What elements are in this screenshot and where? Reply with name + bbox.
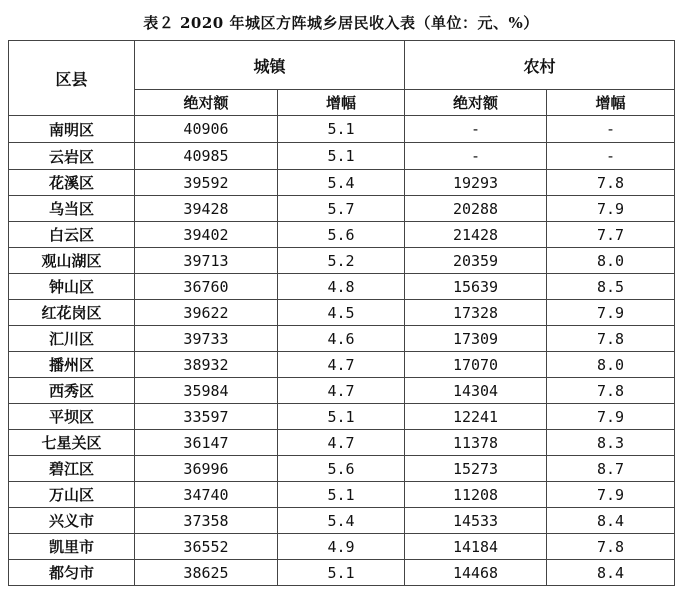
header-rural: 农村 <box>405 41 675 90</box>
urban-growth-cell: 5.7 <box>278 196 405 222</box>
district-cell: 乌当区 <box>9 196 135 222</box>
urban-growth-cell: 5.4 <box>278 170 405 196</box>
header-urban: 城镇 <box>135 41 405 90</box>
district-cell: 平坝区 <box>9 404 135 430</box>
header-row-main <box>9 41 675 90</box>
urban-growth-cell: 5.1 <box>278 404 405 430</box>
rural-absolute-cell: 11208 <box>405 482 547 508</box>
table-row <box>9 534 675 560</box>
header-district: 区县 <box>9 41 135 116</box>
rural-absolute-cell: - <box>405 143 547 170</box>
urban-absolute-cell: 40906 <box>135 116 278 143</box>
table-body <box>9 116 675 586</box>
urban-absolute-cell: 40985 <box>135 143 278 170</box>
urban-absolute-cell: 39402 <box>135 222 278 248</box>
rural-absolute-cell: - <box>405 116 547 143</box>
rural-growth-cell: 8.4 <box>547 560 675 586</box>
rural-absolute-cell: 15639 <box>405 274 547 300</box>
table-row <box>9 326 675 352</box>
table-caption: 表２ 2020 年城区方阵城乡居民收入表（单位：元、%） <box>143 14 539 32</box>
table-row <box>9 560 675 586</box>
rural-absolute-cell: 11378 <box>405 430 547 456</box>
urban-growth-cell: 5.6 <box>278 456 405 482</box>
urban-absolute-cell: 35984 <box>135 378 278 404</box>
urban-absolute-cell: 39733 <box>135 326 278 352</box>
rural-growth-cell: 7.8 <box>547 326 675 352</box>
rural-growth-cell: 7.8 <box>547 170 675 196</box>
district-cell: 西秀区 <box>9 378 135 404</box>
urban-growth-cell: 4.7 <box>278 430 405 456</box>
rural-absolute-cell: 14533 <box>405 508 547 534</box>
rural-growth-cell: 7.9 <box>547 482 675 508</box>
rural-growth-cell: 8.0 <box>547 352 675 378</box>
urban-growth-cell: 4.5 <box>278 300 405 326</box>
rural-growth-cell: 8.3 <box>547 430 675 456</box>
district-cell: 钟山区 <box>9 274 135 300</box>
urban-growth-cell: 4.6 <box>278 326 405 352</box>
urban-growth-cell: 5.1 <box>278 116 405 143</box>
table-row <box>9 116 675 143</box>
rural-absolute-cell: 17070 <box>405 352 547 378</box>
table-row <box>9 404 675 430</box>
table-row <box>9 352 675 378</box>
urban-absolute-cell: 39622 <box>135 300 278 326</box>
rural-absolute-cell: 19293 <box>405 170 547 196</box>
district-cell: 都匀市 <box>9 560 135 586</box>
urban-absolute-cell: 36552 <box>135 534 278 560</box>
urban-absolute-cell: 38932 <box>135 352 278 378</box>
table-row <box>9 482 675 508</box>
income-table <box>8 40 675 586</box>
rural-absolute-cell: 15273 <box>405 456 547 482</box>
rural-growth-cell: 7.9 <box>547 404 675 430</box>
rural-growth-cell: - <box>547 143 675 170</box>
urban-growth-cell: 4.7 <box>278 378 405 404</box>
district-cell: 碧江区 <box>9 456 135 482</box>
urban-absolute-cell: 37358 <box>135 508 278 534</box>
urban-growth-cell: 4.9 <box>278 534 405 560</box>
rural-absolute-cell: 14184 <box>405 534 547 560</box>
rural-absolute-cell: 17328 <box>405 300 547 326</box>
urban-absolute-cell: 38625 <box>135 560 278 586</box>
rural-absolute-cell: 14304 <box>405 378 547 404</box>
district-cell: 播州区 <box>9 352 135 378</box>
urban-growth-cell: 5.6 <box>278 222 405 248</box>
table-row <box>9 508 675 534</box>
urban-growth-cell: 4.8 <box>278 274 405 300</box>
rural-growth-cell: 7.8 <box>547 378 675 404</box>
table-row <box>9 456 675 482</box>
rural-growth-cell: 7.9 <box>547 300 675 326</box>
rural-absolute-cell: 12241 <box>405 404 547 430</box>
rural-growth-cell: 7.7 <box>547 222 675 248</box>
urban-absolute-cell: 36760 <box>135 274 278 300</box>
rural-growth-cell: 7.8 <box>547 534 675 560</box>
rural-growth-cell: 8.0 <box>547 248 675 274</box>
district-cell: 万山区 <box>9 482 135 508</box>
district-cell: 观山湖区 <box>9 248 135 274</box>
district-cell: 南明区 <box>9 116 135 143</box>
table-row <box>9 378 675 404</box>
rural-growth-cell: 8.7 <box>547 456 675 482</box>
rural-growth-cell: 8.5 <box>547 274 675 300</box>
header-urban-absolute: 绝对额 <box>135 90 278 116</box>
district-cell: 花溪区 <box>9 170 135 196</box>
urban-absolute-cell: 39592 <box>135 170 278 196</box>
urban-absolute-cell: 39428 <box>135 196 278 222</box>
district-cell: 红花岗区 <box>9 300 135 326</box>
table-row <box>9 274 675 300</box>
table-row <box>9 248 675 274</box>
district-cell: 兴义市 <box>9 508 135 534</box>
table-row <box>9 300 675 326</box>
rural-absolute-cell: 21428 <box>405 222 547 248</box>
urban-absolute-cell: 36996 <box>135 456 278 482</box>
rural-absolute-cell: 20288 <box>405 196 547 222</box>
header-urban-growth: 增幅 <box>278 90 405 116</box>
header-rural-absolute: 绝对额 <box>405 90 547 116</box>
rural-growth-cell: - <box>547 116 675 143</box>
urban-growth-cell: 5.1 <box>278 482 405 508</box>
rural-growth-cell: 7.9 <box>547 196 675 222</box>
district-cell: 白云区 <box>9 222 135 248</box>
rural-absolute-cell: 20359 <box>405 248 547 274</box>
district-cell: 凯里市 <box>9 534 135 560</box>
header-rural-growth: 增幅 <box>547 90 675 116</box>
urban-absolute-cell: 34740 <box>135 482 278 508</box>
district-cell: 汇川区 <box>9 326 135 352</box>
district-cell: 七星关区 <box>9 430 135 456</box>
urban-growth-cell: 5.1 <box>278 143 405 170</box>
rural-absolute-cell: 14468 <box>405 560 547 586</box>
table-row <box>9 170 675 196</box>
table-row <box>9 143 675 170</box>
urban-growth-cell: 5.2 <box>278 248 405 274</box>
rural-absolute-cell: 17309 <box>405 326 547 352</box>
urban-absolute-cell: 33597 <box>135 404 278 430</box>
table-row <box>9 222 675 248</box>
district-cell: 云岩区 <box>9 143 135 170</box>
urban-growth-cell: 4.7 <box>278 352 405 378</box>
rural-growth-cell: 8.4 <box>547 508 675 534</box>
urban-growth-cell: 5.4 <box>278 508 405 534</box>
table-row <box>9 430 675 456</box>
urban-growth-cell: 5.1 <box>278 560 405 586</box>
table-row <box>9 196 675 222</box>
urban-absolute-cell: 39713 <box>135 248 278 274</box>
urban-absolute-cell: 36147 <box>135 430 278 456</box>
